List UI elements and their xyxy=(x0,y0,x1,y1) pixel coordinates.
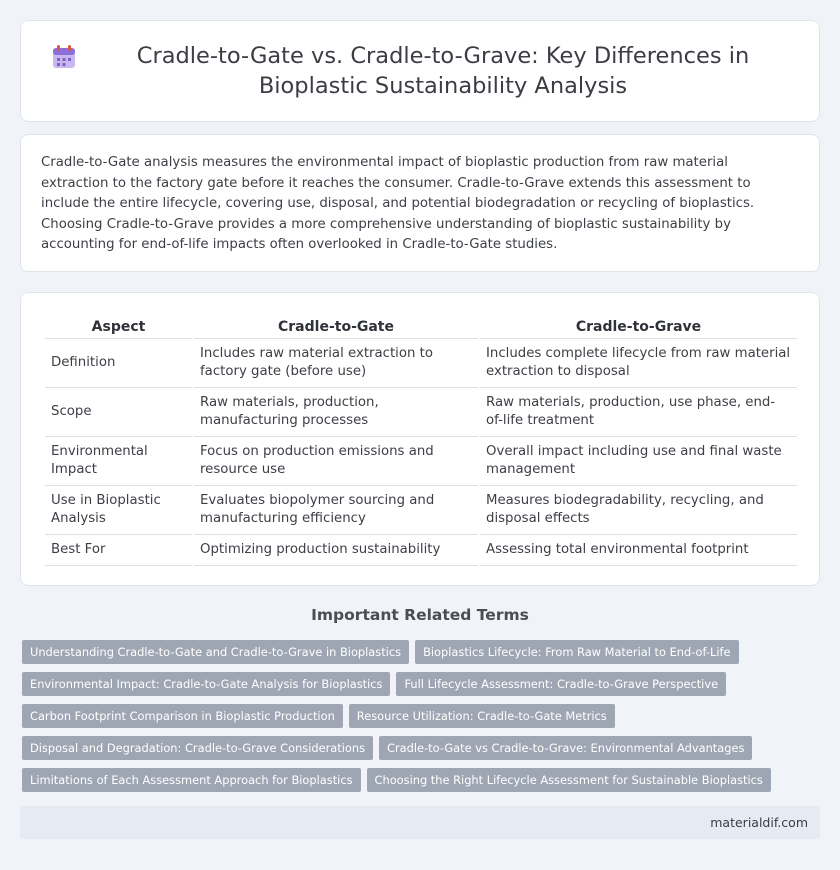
table-row xyxy=(45,437,797,486)
cell-gate: Optimizing production sustainability xyxy=(194,535,478,566)
page-title: Cradle-to-Gate vs. Cradle-to-Grave: Key Differences in Bioplastic Sustainability Analysis xyxy=(136,43,750,99)
table-header-row xyxy=(45,313,797,339)
cell-aspect: Environmental Impact xyxy=(45,437,192,486)
cell-aspect: Definition xyxy=(45,339,192,388)
comparison-card xyxy=(20,292,820,586)
table-row xyxy=(45,339,797,388)
header-cradle-to-grave: Cradle-to-Grave xyxy=(480,313,797,339)
intro-paragraph: Cradle-to-Gate analysis measures the environmental impact of bioplastic production from raw material extraction to the factory gate before it reaches the consumer. Cradle-to-Grave extends this assessment to include the entire lifecycle, covering use, disposal, and potential biodegradation or recycling of bioplastics. Choosing Cradle-to-Grave provides a more comprehensive understanding of bioplastic sustainability by accounting for end-of-life impacts often overlooked in Cradle-to-Gate studies. xyxy=(41,155,755,252)
cell-grave: Assessing total environmental footprint xyxy=(480,535,797,566)
related-term-tag[interactable]: Choosing the Right Lifecycle Assessment for Sustainable Bioplastics xyxy=(367,768,771,792)
related-term-tag[interactable]: Carbon Footprint Comparison in Bioplastic Production xyxy=(22,704,343,728)
cell-grave: Includes complete lifecycle from raw material extraction to disposal xyxy=(480,339,797,388)
cell-gate: Includes raw material extraction to factory gate (before use) xyxy=(194,339,478,388)
related-term-tag[interactable]: Understanding Cradle-to-Gate and Cradle-to-Grave in Bioplastics xyxy=(22,640,409,664)
title-wrap xyxy=(51,41,789,101)
cell-gate: Focus on production emissions and resource use xyxy=(194,437,478,486)
comparison-table xyxy=(43,313,799,566)
footer xyxy=(20,806,820,839)
cell-grave: Overall impact including use and final waste management xyxy=(480,437,797,486)
related-term-tag[interactable]: Disposal and Degradation: Cradle-to-Grave Considerations xyxy=(22,736,373,760)
cell-aspect: Best For xyxy=(45,535,192,566)
related-terms-list xyxy=(22,640,822,800)
cell-aspect: Scope xyxy=(45,388,192,437)
related-term-tag[interactable]: Cradle-to-Gate vs Cradle-to-Grave: Environmental Advantages xyxy=(379,736,752,760)
footer-site-name: materialdif.com xyxy=(710,815,808,830)
header-aspect: Aspect xyxy=(45,313,192,339)
cell-aspect: Use in Bioplastic Analysis xyxy=(45,486,192,535)
cell-grave: Measures biodegradability, recycling, and disposal effects xyxy=(480,486,797,535)
table-row xyxy=(45,535,797,566)
table-row xyxy=(45,486,797,535)
intro-card xyxy=(20,134,820,272)
related-term-tag[interactable]: Full Lifecycle Assessment: Cradle-to-Grave Perspective xyxy=(396,672,726,696)
related-terms-title: Important Related Terms xyxy=(311,606,529,624)
header-cradle-to-gate: Cradle-to-Gate xyxy=(194,313,478,339)
cell-gate: Raw materials, production, manufacturing processes xyxy=(194,388,478,437)
table-row xyxy=(45,388,797,437)
cell-gate: Evaluates biopolymer sourcing and manufacturing efficiency xyxy=(194,486,478,535)
calendar-icon xyxy=(51,44,77,70)
related-term-tag[interactable]: Limitations of Each Assessment Approach for Bioplastics xyxy=(22,768,361,792)
related-term-tag[interactable]: Environmental Impact: Cradle-to-Gate Analysis for Bioplastics xyxy=(22,672,390,696)
related-term-tag[interactable]: Bioplastics Lifecycle: From Raw Material to End-of-Life xyxy=(415,640,738,664)
title-card xyxy=(20,20,820,122)
related-term-tag[interactable]: Resource Utilization: Cradle-to-Gate Metrics xyxy=(349,704,615,728)
cell-grave: Raw materials, production, use phase, end-of-life treatment xyxy=(480,388,797,437)
